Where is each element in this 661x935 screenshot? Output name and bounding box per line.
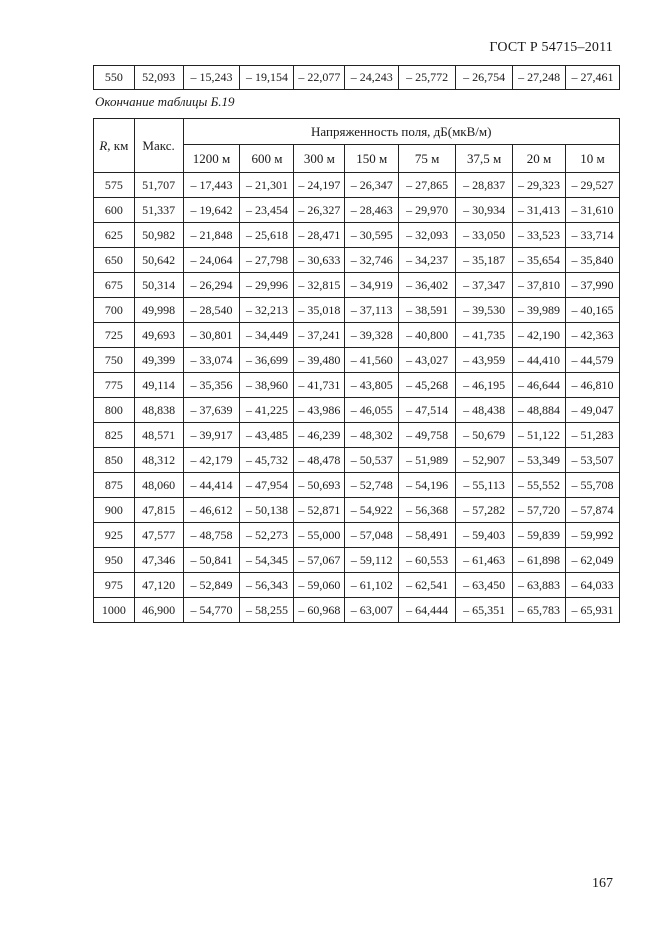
table-cell: – 46,195 xyxy=(456,373,513,398)
table-cell: – 34,237 xyxy=(399,248,456,273)
table-cell: 49,399 xyxy=(134,348,183,373)
table-cell: – 48,302 xyxy=(345,423,399,448)
table-cell: – 45,268 xyxy=(399,373,456,398)
table-cell: 850 xyxy=(94,448,135,473)
table-cell: – 27,865 xyxy=(399,173,456,198)
table-cell: – 49,047 xyxy=(565,398,619,423)
table-cell: – 39,480 xyxy=(294,348,345,373)
table-cell: – 33,074 xyxy=(183,348,240,373)
table-row xyxy=(94,66,620,90)
table-cell: – 49,758 xyxy=(399,423,456,448)
column-header-max: Макс. xyxy=(134,119,183,173)
table-cell: – 51,283 xyxy=(565,423,619,448)
table-cell: – 48,438 xyxy=(456,398,513,423)
table-row xyxy=(94,273,620,298)
table-cell: – 27,248 xyxy=(513,66,566,90)
table-cell: – 47,514 xyxy=(399,398,456,423)
table-cell: – 43,805 xyxy=(345,373,399,398)
field-strength-table xyxy=(93,118,620,623)
table-cell: 49,693 xyxy=(134,323,183,348)
table-cell: 875 xyxy=(94,473,135,498)
table-row xyxy=(94,398,620,423)
table-cell: – 58,255 xyxy=(240,598,294,623)
table-cell: – 30,801 xyxy=(183,323,240,348)
column-header-frequency: 300 м xyxy=(294,145,345,173)
table-cell: – 54,922 xyxy=(345,498,399,523)
table-cell: – 19,642 xyxy=(183,198,240,223)
table-cell: – 29,996 xyxy=(240,273,294,298)
table-cell: 725 xyxy=(94,323,135,348)
table-cell: – 35,840 xyxy=(565,248,619,273)
table-cell: – 28,463 xyxy=(345,198,399,223)
table-cell: – 38,960 xyxy=(240,373,294,398)
table-cell: – 57,874 xyxy=(565,498,619,523)
table-cell: 800 xyxy=(94,398,135,423)
table-cell: – 26,347 xyxy=(345,173,399,198)
table-cell: – 50,138 xyxy=(240,498,294,523)
table-cell: – 45,732 xyxy=(240,448,294,473)
table-cell: – 59,992 xyxy=(565,523,619,548)
table-cell: – 50,679 xyxy=(456,423,513,448)
table-cell: – 44,579 xyxy=(565,348,619,373)
table-cell: – 46,612 xyxy=(183,498,240,523)
table-row xyxy=(94,348,620,373)
table-cell: 975 xyxy=(94,573,135,598)
table-cell: 775 xyxy=(94,373,135,398)
table-cell: – 35,187 xyxy=(456,248,513,273)
table-cell: – 28,471 xyxy=(294,223,345,248)
previous-table-last-row xyxy=(93,65,620,90)
table-cell: – 54,770 xyxy=(183,598,240,623)
table-cell: 950 xyxy=(94,548,135,573)
table-cell: – 55,000 xyxy=(294,523,345,548)
table-cell: – 27,461 xyxy=(566,66,620,90)
table-cell: – 46,239 xyxy=(294,423,345,448)
column-group-header: Напряженность поля, дБ(мкВ/м) xyxy=(183,119,619,145)
column-header-frequency: 1200 м xyxy=(183,145,240,173)
table-cell: – 62,049 xyxy=(565,548,619,573)
table-cell: – 56,343 xyxy=(240,573,294,598)
table-cell: – 59,060 xyxy=(294,573,345,598)
table-cell: – 65,783 xyxy=(513,598,566,623)
table-cell: – 42,179 xyxy=(183,448,240,473)
table-cell: – 53,507 xyxy=(565,448,619,473)
table-cell: – 32,746 xyxy=(345,248,399,273)
table-cell: 675 xyxy=(94,273,135,298)
table-cell: – 27,798 xyxy=(240,248,294,273)
table-cell: – 40,165 xyxy=(565,298,619,323)
table-cell: – 57,048 xyxy=(345,523,399,548)
table-cell: – 30,633 xyxy=(294,248,345,273)
table-cell: – 59,112 xyxy=(345,548,399,573)
table-cell: – 35,018 xyxy=(294,298,345,323)
table-cell: – 37,990 xyxy=(565,273,619,298)
table-cell: – 55,708 xyxy=(565,473,619,498)
table-row xyxy=(94,448,620,473)
table-cell: – 58,491 xyxy=(399,523,456,548)
table-cell: – 37,113 xyxy=(345,298,399,323)
table-cell: – 37,347 xyxy=(456,273,513,298)
table-cell: – 43,986 xyxy=(294,398,345,423)
table-cell: – 50,841 xyxy=(183,548,240,573)
table-cell: 1000 xyxy=(94,598,135,623)
table-cell: – 29,323 xyxy=(513,173,566,198)
table-cell: – 53,349 xyxy=(513,448,566,473)
table-cell: – 64,033 xyxy=(565,573,619,598)
table-cell: 50,982 xyxy=(134,223,183,248)
table-cell: – 47,954 xyxy=(240,473,294,498)
table-cell: 900 xyxy=(94,498,135,523)
column-header-frequency: 600 м xyxy=(240,145,294,173)
table-cell: 47,120 xyxy=(134,573,183,598)
table-cell: – 42,190 xyxy=(513,323,566,348)
table-cell: – 59,839 xyxy=(513,523,566,548)
table-cell: – 51,989 xyxy=(399,448,456,473)
table-cell: 600 xyxy=(94,198,135,223)
table-cell: – 29,527 xyxy=(565,173,619,198)
table-row xyxy=(94,323,620,348)
column-header-distance: R, км xyxy=(94,119,135,173)
column-header-frequency: 150 м xyxy=(345,145,399,173)
table-cell: 550 xyxy=(94,66,135,90)
table-cell: – 28,837 xyxy=(456,173,513,198)
table-cell: – 52,871 xyxy=(294,498,345,523)
table-cell: – 54,345 xyxy=(240,548,294,573)
table-cell: – 37,810 xyxy=(513,273,566,298)
table-cell: 47,815 xyxy=(134,498,183,523)
table-cell: – 43,959 xyxy=(456,348,513,373)
table-cell: – 39,917 xyxy=(183,423,240,448)
table-cell: 825 xyxy=(94,423,135,448)
table-cell: – 63,450 xyxy=(456,573,513,598)
table-cell: – 38,591 xyxy=(399,298,456,323)
table-cell: 51,707 xyxy=(134,173,183,198)
table-cell: 47,346 xyxy=(134,548,183,573)
table-cell: – 43,027 xyxy=(399,348,456,373)
table-cell: – 57,282 xyxy=(456,498,513,523)
table-row xyxy=(94,598,620,623)
table-cell: 46,900 xyxy=(134,598,183,623)
document-header: ГОСТ Р 54715–2011 xyxy=(489,40,613,55)
table-cell: 925 xyxy=(94,523,135,548)
table-row xyxy=(94,248,620,273)
table-cell: – 51,122 xyxy=(513,423,566,448)
table-cell: – 33,714 xyxy=(565,223,619,248)
table-cell: – 35,654 xyxy=(513,248,566,273)
table-row xyxy=(94,373,620,398)
table-cell: – 50,537 xyxy=(345,448,399,473)
table-cell: – 24,064 xyxy=(183,248,240,273)
table-cell: 700 xyxy=(94,298,135,323)
table-cell: – 37,639 xyxy=(183,398,240,423)
table-cell: – 42,363 xyxy=(565,323,619,348)
table-cell: – 60,968 xyxy=(294,598,345,623)
table-cell: – 61,102 xyxy=(345,573,399,598)
table-cell: 650 xyxy=(94,248,135,273)
table-cell: – 32,815 xyxy=(294,273,345,298)
table-cell: – 41,560 xyxy=(345,348,399,373)
table-row xyxy=(94,423,620,448)
table-cell: – 36,699 xyxy=(240,348,294,373)
table-cell: – 34,919 xyxy=(345,273,399,298)
table-cell: – 19,154 xyxy=(240,66,294,90)
table-cell: – 59,403 xyxy=(456,523,513,548)
table-cell: – 61,898 xyxy=(513,548,566,573)
table-cell: 750 xyxy=(94,348,135,373)
table-cell: – 26,754 xyxy=(456,66,513,90)
table-cell: – 25,772 xyxy=(399,66,456,90)
table-cell: – 60,553 xyxy=(399,548,456,573)
table-cell: – 36,402 xyxy=(399,273,456,298)
table-cell: – 64,444 xyxy=(399,598,456,623)
table-cell: 49,114 xyxy=(134,373,183,398)
table-cell: – 63,007 xyxy=(345,598,399,623)
table-row xyxy=(94,573,620,598)
table-cell: – 46,055 xyxy=(345,398,399,423)
page-number: 167 xyxy=(592,876,613,891)
table-cell: – 39,328 xyxy=(345,323,399,348)
table-cell: – 48,758 xyxy=(183,523,240,548)
table-cell: – 23,454 xyxy=(240,198,294,223)
table-cell: – 25,618 xyxy=(240,223,294,248)
table-row xyxy=(94,198,620,223)
table-cell: – 15,243 xyxy=(183,66,240,90)
table-cell: – 44,414 xyxy=(183,473,240,498)
table-cell: – 21,301 xyxy=(240,173,294,198)
column-header-frequency: 10 м xyxy=(565,145,619,173)
table-cell: – 50,693 xyxy=(294,473,345,498)
table-cell: – 52,273 xyxy=(240,523,294,548)
table-cell: – 34,449 xyxy=(240,323,294,348)
table-cell: 48,060 xyxy=(134,473,183,498)
table-cell: – 57,067 xyxy=(294,548,345,573)
table-cell: – 48,478 xyxy=(294,448,345,473)
table-cell: – 52,748 xyxy=(345,473,399,498)
table-cell: – 24,243 xyxy=(345,66,399,90)
table-cell: – 55,552 xyxy=(513,473,566,498)
table-cell: – 52,907 xyxy=(456,448,513,473)
table-cell: 50,642 xyxy=(134,248,183,273)
table-cell: – 35,356 xyxy=(183,373,240,398)
table-caption: Окончание таблицы Б.19 xyxy=(95,94,235,109)
table-cell: – 40,800 xyxy=(399,323,456,348)
table-cell: – 61,463 xyxy=(456,548,513,573)
table-row xyxy=(94,498,620,523)
table-cell: – 54,196 xyxy=(399,473,456,498)
table-cell: – 30,595 xyxy=(345,223,399,248)
table-cell: – 39,989 xyxy=(513,298,566,323)
table-cell: – 57,720 xyxy=(513,498,566,523)
table-cell: – 41,225 xyxy=(240,398,294,423)
table-cell: 48,312 xyxy=(134,448,183,473)
table-cell: – 32,213 xyxy=(240,298,294,323)
table-cell: 52,093 xyxy=(134,66,183,90)
table-cell: – 63,883 xyxy=(513,573,566,598)
column-header-frequency: 20 м xyxy=(513,145,566,173)
column-header-frequency: 37,5 м xyxy=(456,145,513,173)
table-cell: 51,337 xyxy=(134,198,183,223)
table-cell: – 31,610 xyxy=(565,198,619,223)
table-cell: – 46,810 xyxy=(565,373,619,398)
table-cell: – 33,050 xyxy=(456,223,513,248)
table-row xyxy=(94,548,620,573)
table-cell: – 62,541 xyxy=(399,573,456,598)
table-row xyxy=(94,523,620,548)
table-cell: – 44,410 xyxy=(513,348,566,373)
table-cell: – 52,849 xyxy=(183,573,240,598)
table-cell: – 56,368 xyxy=(399,498,456,523)
table-cell: 575 xyxy=(94,173,135,198)
table-cell: – 28,540 xyxy=(183,298,240,323)
table-cell: 48,571 xyxy=(134,423,183,448)
table-row xyxy=(94,223,620,248)
table-cell: 48,838 xyxy=(134,398,183,423)
table-cell: – 41,731 xyxy=(294,373,345,398)
table-row xyxy=(94,473,620,498)
table-cell: – 39,530 xyxy=(456,298,513,323)
table-cell: – 48,884 xyxy=(513,398,566,423)
table-cell: – 30,934 xyxy=(456,198,513,223)
table-row xyxy=(94,298,620,323)
table-cell: – 46,644 xyxy=(513,373,566,398)
table-cell: – 43,485 xyxy=(240,423,294,448)
table-cell: 49,998 xyxy=(134,298,183,323)
table-cell: – 26,294 xyxy=(183,273,240,298)
table-cell: – 29,970 xyxy=(399,198,456,223)
table-cell: – 21,848 xyxy=(183,223,240,248)
table-cell: – 24,197 xyxy=(294,173,345,198)
table-cell: 625 xyxy=(94,223,135,248)
table-cell: – 26,327 xyxy=(294,198,345,223)
table-row xyxy=(94,173,620,198)
table-cell: – 65,351 xyxy=(456,598,513,623)
table-cell: – 32,093 xyxy=(399,223,456,248)
table-cell: – 41,735 xyxy=(456,323,513,348)
table-cell: – 55,113 xyxy=(456,473,513,498)
table-cell: – 33,523 xyxy=(513,223,566,248)
table-cell: 50,314 xyxy=(134,273,183,298)
table-cell: – 17,443 xyxy=(183,173,240,198)
column-header-frequency: 75 м xyxy=(399,145,456,173)
table-cell: – 65,931 xyxy=(565,598,619,623)
table-cell: – 31,413 xyxy=(513,198,566,223)
table-cell: – 37,241 xyxy=(294,323,345,348)
table-cell: – 22,077 xyxy=(294,66,345,90)
table-cell: 47,577 xyxy=(134,523,183,548)
